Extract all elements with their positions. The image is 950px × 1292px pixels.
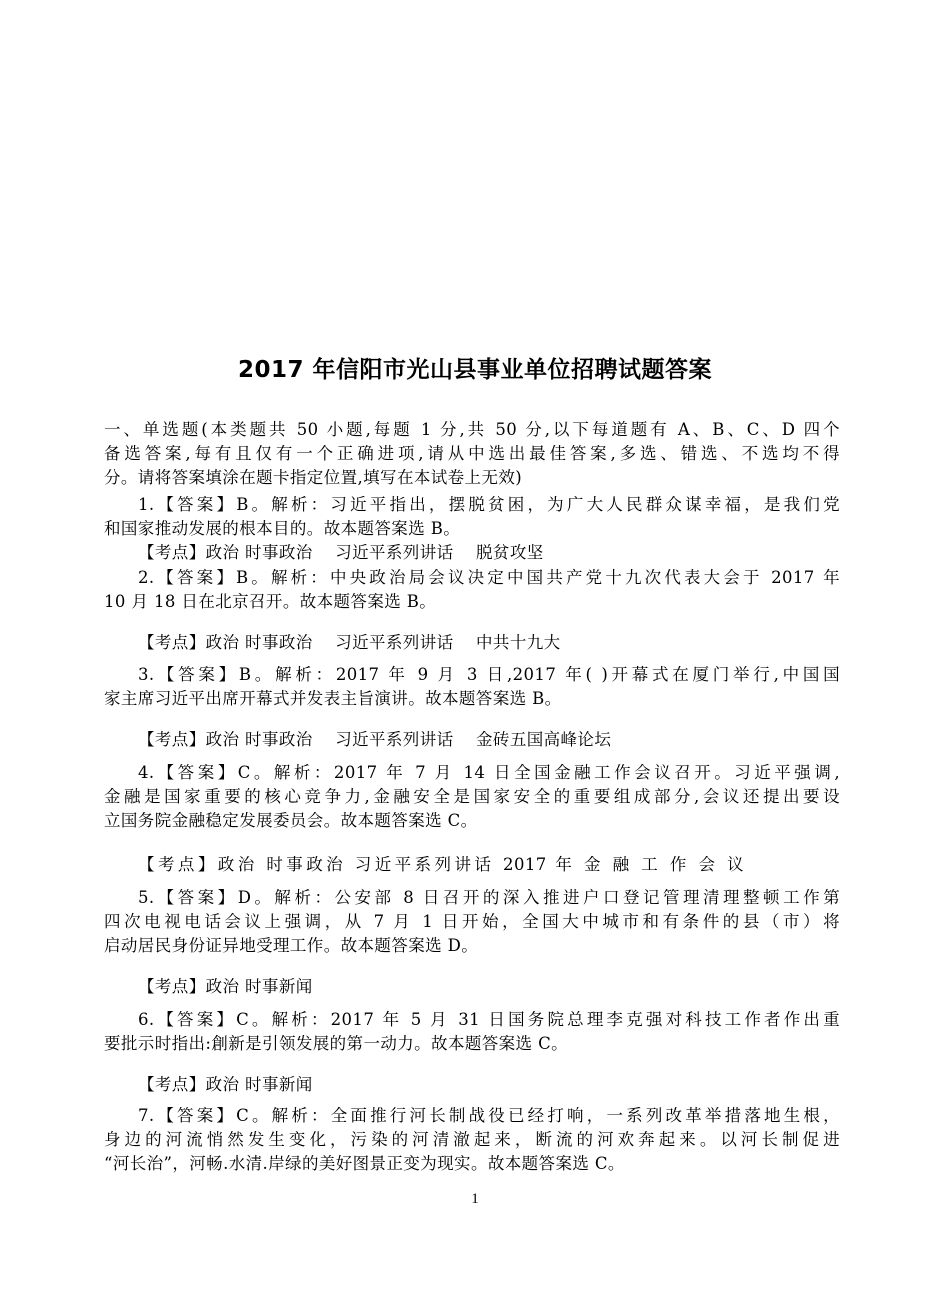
answer-line: 四次电视电话会议上强调，从 7 月 1 日开始，全国大中城市和有条件的县（市）将 — [104, 912, 840, 931]
section-intro-line: 备选答案,每有且仅有一个正确进项,请从中选出最佳答案,多选、错选、不选均不得 — [104, 444, 840, 463]
page-title: 2017 年信阳市光山县事业单位招聘试题答案 — [237, 357, 713, 383]
answer-line: 金融是国家重要的核心竞争力,金融安全是国家安全的重要组成部分,会议还提出要设 — [104, 787, 840, 806]
keypoint-line: 【考点】政治 时事政治 习近平系列讲话 脱贫攻坚 — [138, 543, 544, 562]
keypoint-line: 【考点】政治 时事政治 习近平系列讲话 2017 年 金 融 工 作 会 议 — [138, 855, 744, 874]
answer-line: 和国家推动发展的根本目的。故本题答案选 B。 — [104, 519, 461, 538]
answer-line: 启动居民身份证异地受理工作。故本题答案选 D。 — [104, 936, 479, 955]
answer-line: 要批示时指出:創新是引领发展的第一动力。故本题答案选 C。 — [104, 1034, 569, 1053]
page-number: 1 — [471, 1191, 479, 1207]
answer-line: 10 月 18 日在北京召开。故本题答案选 B。 — [104, 592, 437, 611]
keypoint-line: 【考点】政治 时事新闻 — [138, 977, 313, 996]
answer-line: 立国务院金融稳定发展委员会。故本题答案选 C。 — [104, 811, 478, 830]
answer-line: 4.【答案】C。解析：2017 年 7 月 14 日全国金融工作会议召开。习近平强调, — [138, 763, 840, 782]
answer-line: 7.【答案】C。解析：全面推行河长制战役已经打响，一系列改革举措落地生根， — [138, 1106, 840, 1125]
answer-line: 身边的河流悄然发生变化，污染的河清澈起来，断流的河欢奔起来。以河长制促进 — [104, 1130, 840, 1149]
answer-line: 5.【答案】D。解析：公安部 8 日召开的深入推进户口登记管理清理整顿工作第 — [138, 888, 840, 907]
answer-line: 1.【答案】B。解析：习近平指出，摆脱贫困，为广大人民群众谋幸福，是我们党 — [138, 495, 840, 514]
answer-line: 6.【答案】C。解析：2017 年 5 月 31 日国务院总理李克强对科技工作者作出重 — [138, 1010, 840, 1029]
keypoint-line: 【考点】政治 时事政治 习近平系列讲话 中共十九大 — [138, 633, 561, 652]
answer-line: 家主席习近平出席开幕式并发表主旨演讲。故本题答案选 B。 — [104, 689, 562, 708]
keypoint-line: 【考点】政治 时事新闻 — [138, 1075, 313, 1094]
answer-line: 3.【答案】B。解析：2017 年 9 月 3 日,2017 年( )开幕式在厦门举行,中国国 — [138, 665, 840, 684]
answer-line: “河长治”，河畅.水清.岸绿的美好图景正变为现实。故本题答案选 C。 — [104, 1154, 625, 1173]
keypoint-line: 【考点】政治 时事政治 习近平系列讲话 金砖五国高峰论坛 — [138, 730, 612, 749]
answer-line: 2.【答案】B。解析：中央政治局会议决定中国共产党十九次代表大会于 2017 年 — [138, 568, 840, 587]
section-intro-line: 分。请将答案填涂在题卡指定位置,填写在本试卷上无效) — [104, 468, 523, 487]
section-intro-line: 一、单选题(本类题共 50 小题,每题 1 分,共 50 分,以下每道题有 A、B、C、D 四个 — [104, 420, 840, 439]
